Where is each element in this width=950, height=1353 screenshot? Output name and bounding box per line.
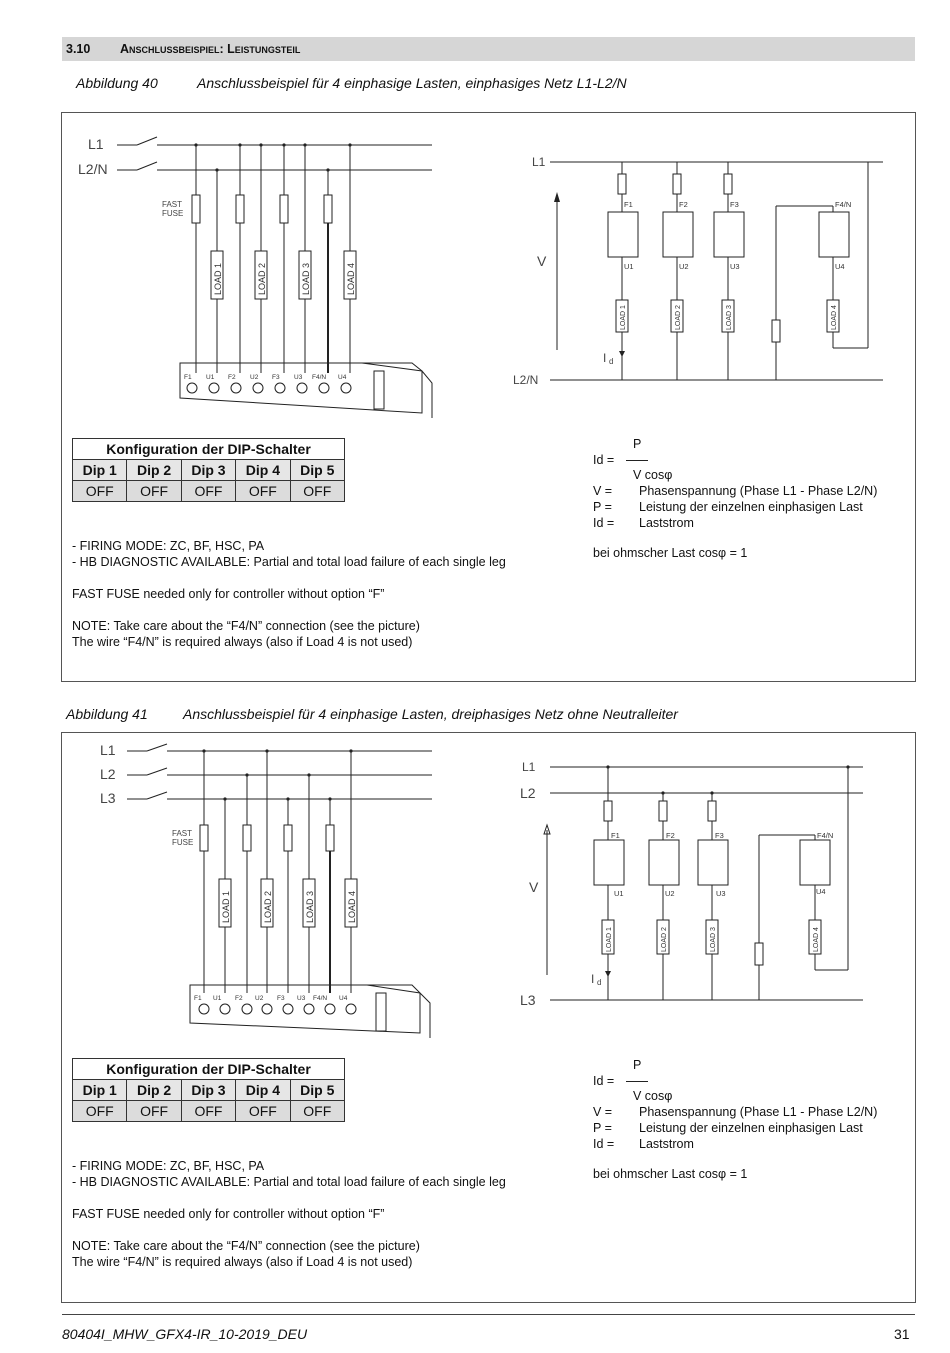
dip-switch-table xyxy=(72,438,345,502)
svg-text:d: d xyxy=(609,357,614,366)
current-label: I xyxy=(591,972,595,986)
wiring-diagram xyxy=(62,113,442,423)
formula-block: P Id = V cosφ V = Phasenspannung (Phase L1 - Phase L2/N) P = Leistung der einzelnen einphasigen Last Id = Laststrom bei ohmscher Last cosφ = 1 xyxy=(593,437,878,560)
load-label: LOAD 2 xyxy=(257,262,267,295)
terminal-label: F4/N xyxy=(313,995,328,1002)
notes: - FIRING MODE: ZC, BF, HSC, PA - HB DIAGNOSTIC AVAILABLE: Partial and total load failure of each single leg FAST FUSE needed only for controller without option “F” NOTE: Take care about the “F4/N” connection (see the picture) The wire “F4/N” is required always (also if Load 4 is not used) xyxy=(72,1159,506,1269)
terminal-label: U1 xyxy=(213,995,222,1002)
svg-text:d: d xyxy=(597,978,602,987)
load-label: LOAD 3 xyxy=(305,890,315,923)
fuse-label: F1 xyxy=(624,200,633,209)
fuse-label: F2 xyxy=(679,200,688,209)
terminal-label: F3 xyxy=(277,995,285,1002)
formula-block: P Id = V cosφ V = Phasenspannung (Phase L1 - Phase L2/N) P = Leistung der einzelnen einphasigen Last Id = Laststrom bei ohmscher Last cosφ = 1 xyxy=(593,1058,878,1181)
dip-switch-table xyxy=(72,1058,345,1122)
load-label: LOAD 1 xyxy=(213,262,223,295)
figure-caption: Anschlussbeispiel für 4 einphasige Lasten, einphasiges Netz L1-L2/N xyxy=(197,75,627,91)
fuse-label: F3 xyxy=(730,200,739,209)
fast-fuse-label: FAST xyxy=(162,200,183,209)
dip-header: Dip 4 xyxy=(236,460,290,481)
current-label: I xyxy=(603,351,607,365)
section-number: 3.10 xyxy=(66,42,91,56)
line-label: L2 xyxy=(520,785,536,801)
output-label: U2 xyxy=(679,262,689,271)
document-code: 80404I_MHW_GFX4-IR_10-2019_DEU xyxy=(62,1326,308,1342)
fraction-bar xyxy=(626,1081,648,1082)
line-label: L2/N xyxy=(78,161,108,177)
output-label: U3 xyxy=(730,262,740,271)
dip-value: OFF xyxy=(127,481,181,502)
terminal-label: F3 xyxy=(272,374,280,381)
fuse-label: F4/N xyxy=(817,831,834,840)
line-label: L1 xyxy=(522,760,536,774)
load-label: LOAD 1 xyxy=(221,890,231,923)
terminal-label: U2 xyxy=(250,374,259,381)
load-label: LOAD 3 xyxy=(726,305,733,330)
terminal-label: F1 xyxy=(194,995,202,1002)
fuse-label: F4/N xyxy=(835,200,852,209)
line-label: L3 xyxy=(520,992,536,1008)
circuit-schematic xyxy=(505,150,895,395)
line-label: L2 xyxy=(100,766,116,782)
dip-header: Dip 5 xyxy=(290,1080,344,1101)
load-label: LOAD 4 xyxy=(347,890,357,923)
dip-value: OFF xyxy=(127,1101,181,1122)
load-label: LOAD 4 xyxy=(813,927,820,952)
output-label: U3 xyxy=(716,889,726,898)
notes: - FIRING MODE: ZC, BF, HSC, PA - HB DIAGNOSTIC AVAILABLE: Partial and total load failure of each single leg FAST FUSE needed only for controller without option “F” NOTE: Take care about the “F4/N” connection (see the picture) The wire “F4/N” is required always (also if Load 4 is not used) xyxy=(72,539,506,649)
fuse-label: F1 xyxy=(611,831,620,840)
dip-value: OFF xyxy=(181,1101,235,1122)
dip-value: OFF xyxy=(73,481,127,502)
dip-value: OFF xyxy=(236,1101,290,1122)
fast-fuse-label: FUSE xyxy=(172,838,194,847)
dip-header: Dip 5 xyxy=(290,460,344,481)
load-label: LOAD 2 xyxy=(675,305,682,330)
load-label: LOAD 3 xyxy=(301,262,311,295)
load-label: LOAD 2 xyxy=(263,890,273,923)
dip-header: Dip 1 xyxy=(73,460,127,481)
dip-value: OFF xyxy=(290,481,344,502)
section-title: Anschlussbeispiel: Leistungsteil xyxy=(120,42,301,56)
terminal-label: U3 xyxy=(294,374,303,381)
output-label: U1 xyxy=(614,889,624,898)
line-label: L3 xyxy=(100,790,116,806)
terminal-label: F1 xyxy=(184,374,192,381)
fuse-label: F3 xyxy=(715,831,724,840)
page-number: 31 xyxy=(894,1326,910,1342)
dip-header: Dip 4 xyxy=(236,1080,290,1101)
wiring-diagram xyxy=(62,733,442,1043)
dip-table-title: Konfiguration der DIP-Schalter xyxy=(73,439,345,460)
terminal-label: U2 xyxy=(255,995,264,1002)
fast-fuse-label: FAST xyxy=(172,829,193,838)
load-label: LOAD 2 xyxy=(661,927,668,952)
section-header xyxy=(62,37,915,61)
dip-header: Dip 3 xyxy=(181,460,235,481)
line-label: L1 xyxy=(88,136,104,152)
figure-label: Abbildung 41 xyxy=(66,706,148,722)
line-label: L2/N xyxy=(513,373,539,387)
dip-value: OFF xyxy=(290,1101,344,1122)
dip-table-title: Konfiguration der DIP-Schalter xyxy=(73,1059,345,1080)
figure-caption: Anschlussbeispiel für 4 einphasige Lasten, dreiphasiges Netz ohne Neutralleiter xyxy=(183,706,678,722)
terminal-label: F4/N xyxy=(312,374,327,381)
output-label: U1 xyxy=(624,262,634,271)
terminal-label: F2 xyxy=(235,995,243,1002)
dip-value: OFF xyxy=(73,1101,127,1122)
fraction-bar xyxy=(626,460,648,461)
figure-label: Abbildung 40 xyxy=(76,75,158,91)
line-label: L1 xyxy=(532,155,546,169)
dip-value: OFF xyxy=(181,481,235,502)
load-label: LOAD 3 xyxy=(710,927,717,952)
fuse-label: F2 xyxy=(666,831,675,840)
load-label: LOAD 4 xyxy=(346,262,356,295)
voltage-label: V xyxy=(537,253,547,269)
output-label: U4 xyxy=(835,262,845,271)
terminal-label: U4 xyxy=(339,995,348,1002)
load-label: LOAD 1 xyxy=(606,927,613,952)
dip-header: Dip 2 xyxy=(127,1080,181,1101)
fast-fuse-label: FUSE xyxy=(162,209,184,218)
load-label: LOAD 4 xyxy=(831,305,838,330)
output-label: U2 xyxy=(665,889,675,898)
dip-header: Dip 2 xyxy=(127,460,181,481)
dip-header: Dip 1 xyxy=(73,1080,127,1101)
dip-header: Dip 3 xyxy=(181,1080,235,1101)
output-label: U4 xyxy=(816,887,826,896)
terminal-label: U1 xyxy=(206,374,215,381)
line-label: L1 xyxy=(100,742,116,758)
circuit-schematic xyxy=(505,755,895,1015)
terminal-label: U3 xyxy=(297,995,306,1002)
dip-value: OFF xyxy=(236,481,290,502)
terminal-label: F2 xyxy=(228,374,236,381)
voltage-label: V xyxy=(529,879,539,895)
footer-divider xyxy=(62,1314,915,1315)
terminal-label: U4 xyxy=(338,374,347,381)
load-label: LOAD 1 xyxy=(620,305,627,330)
